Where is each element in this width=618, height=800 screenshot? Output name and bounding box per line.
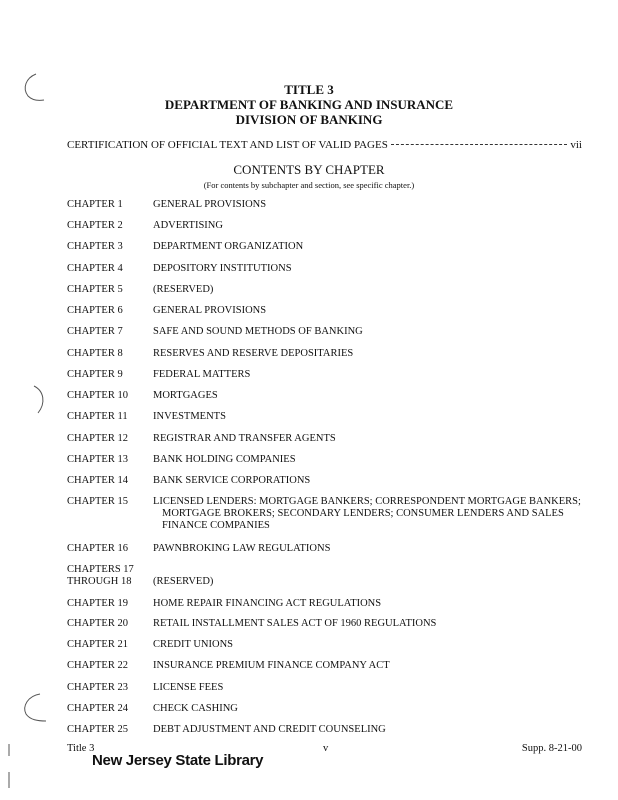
chapter-number: CHAPTER 8	[67, 348, 123, 359]
chapter-title-line: MORTGAGE BROKERS; SECONDARY LENDERS; CONSUMER LENDERS AND SALES	[162, 508, 564, 519]
contents-note: (For contents by subchapter and section, see specific chapter.)	[203, 180, 415, 190]
certification-page: vii	[570, 139, 582, 151]
chapter-number: CHAPTER 4	[67, 263, 123, 274]
chapter-number-line: THROUGH 18	[67, 576, 132, 587]
chapter-number: CHAPTER 6	[67, 305, 123, 316]
chapter-title: SAFE AND SOUND METHODS OF BANKING	[153, 326, 363, 337]
footer-supplement-date: Supp. 8-21-00	[521, 743, 582, 754]
chapter-number: CHAPTER 19	[67, 598, 128, 609]
chapter-title: PAWNBROKING LAW REGULATIONS	[153, 543, 331, 554]
chapter-number: CHAPTER 13	[67, 454, 128, 465]
chapter-number: CHAPTER 16	[67, 543, 128, 554]
document-header	[0, 82, 618, 127]
chapter-number: CHAPTER 20	[67, 618, 128, 629]
library-stamp: New Jersey State Library	[92, 752, 264, 769]
chapter-title: INSURANCE PREMIUM FINANCE COMPANY ACT	[153, 660, 390, 671]
department-line: DEPARTMENT OF BANKING AND INSURANCE	[164, 97, 454, 112]
chapter-number: CHAPTER 24	[67, 703, 128, 714]
chapter-title: REGISTRAR AND TRANSFER AGENTS	[153, 433, 336, 444]
scan-mark-lower	[18, 690, 50, 726]
contents-heading: CONTENTS BY CHAPTER	[233, 162, 385, 177]
chapter-title: HOME REPAIR FINANCING ACT REGULATIONS	[153, 598, 382, 609]
chapter-title: (RESERVED)	[153, 284, 214, 295]
chapter-number: CHAPTER 1	[67, 199, 123, 210]
chapter-title: DEPOSITORY INSTITUTIONS	[153, 263, 292, 274]
scan-mark-bottom	[7, 742, 11, 792]
chapter-title-line: FINANCE COMPANIES	[162, 520, 270, 531]
chapter-title: BANK SERVICE CORPORATIONS	[153, 475, 311, 486]
chapter-number: CHAPTER 25	[67, 724, 128, 735]
chapter-number: CHAPTER 5	[67, 284, 123, 295]
chapter-title	[153, 496, 583, 532]
chapter-number: CHAPTER 7	[67, 326, 123, 337]
chapter-number-line: CHAPTERS 17	[67, 564, 134, 575]
chapter-title: BANK HOLDING COMPANIES	[153, 454, 296, 465]
chapter-number: CHAPTER 23	[67, 682, 128, 693]
chapter-title: CHECK CASHING	[153, 703, 238, 714]
chapter-title: (RESERVED)	[153, 576, 214, 587]
leader-dots	[391, 144, 568, 145]
chapter-title: RETAIL INSTALLMENT SALES ACT OF 1960 REGULATIONS	[153, 618, 437, 629]
chapter-title: CREDIT UNIONS	[153, 639, 234, 650]
chapter-number: CHAPTER 9	[67, 369, 123, 380]
footer-title: Title 3	[67, 743, 95, 754]
division-line: DIVISION OF BANKING	[235, 112, 383, 127]
chapter-number: CHAPTER 15	[67, 496, 128, 507]
chapter-title: GENERAL PROVISIONS	[153, 305, 267, 316]
chapter-title: RESERVES AND RESERVE DEPOSITARIES	[153, 348, 354, 359]
certification-label: CERTIFICATION OF OFFICIAL TEXT AND LIST OF VALID PAGES	[67, 139, 388, 151]
chapter-number: CHAPTER 22	[67, 660, 128, 671]
chapter-number: CHAPTER 3	[67, 241, 123, 252]
chapter-title: MORTGAGES	[153, 390, 218, 401]
chapter-title: FEDERAL MATTERS	[153, 369, 251, 380]
chapter-number: CHAPTER 2	[67, 220, 123, 231]
chapter-title: LICENSE FEES	[153, 682, 224, 693]
chapter-title: DEBT ADJUSTMENT AND CREDIT COUNSELING	[153, 724, 386, 735]
chapter-title: DEPARTMENT ORGANIZATION	[153, 241, 304, 252]
footer-page-number: v	[323, 743, 329, 754]
chapter-title: INVESTMENTS	[153, 411, 226, 422]
chapter-title: ADVERTISING	[153, 220, 223, 231]
chapter-number: CHAPTER 12	[67, 433, 128, 444]
chapter-title-line: LICENSED LENDERS: MORTGAGE BANKERS; CORRESPONDENT MORTGAGE BANKERS;	[153, 496, 581, 507]
chapter-title: GENERAL PROVISIONS	[153, 199, 267, 210]
title-line: TITLE 3	[284, 82, 334, 97]
chapter-number	[67, 564, 152, 588]
chapter-number: CHAPTER 14	[67, 475, 128, 486]
chapter-number: CHAPTER 11	[67, 411, 128, 422]
certification-entry	[67, 139, 582, 151]
chapter-number: CHAPTER 10	[67, 390, 128, 401]
chapter-number: CHAPTER 21	[67, 639, 128, 650]
scan-mark-middle	[28, 383, 50, 417]
